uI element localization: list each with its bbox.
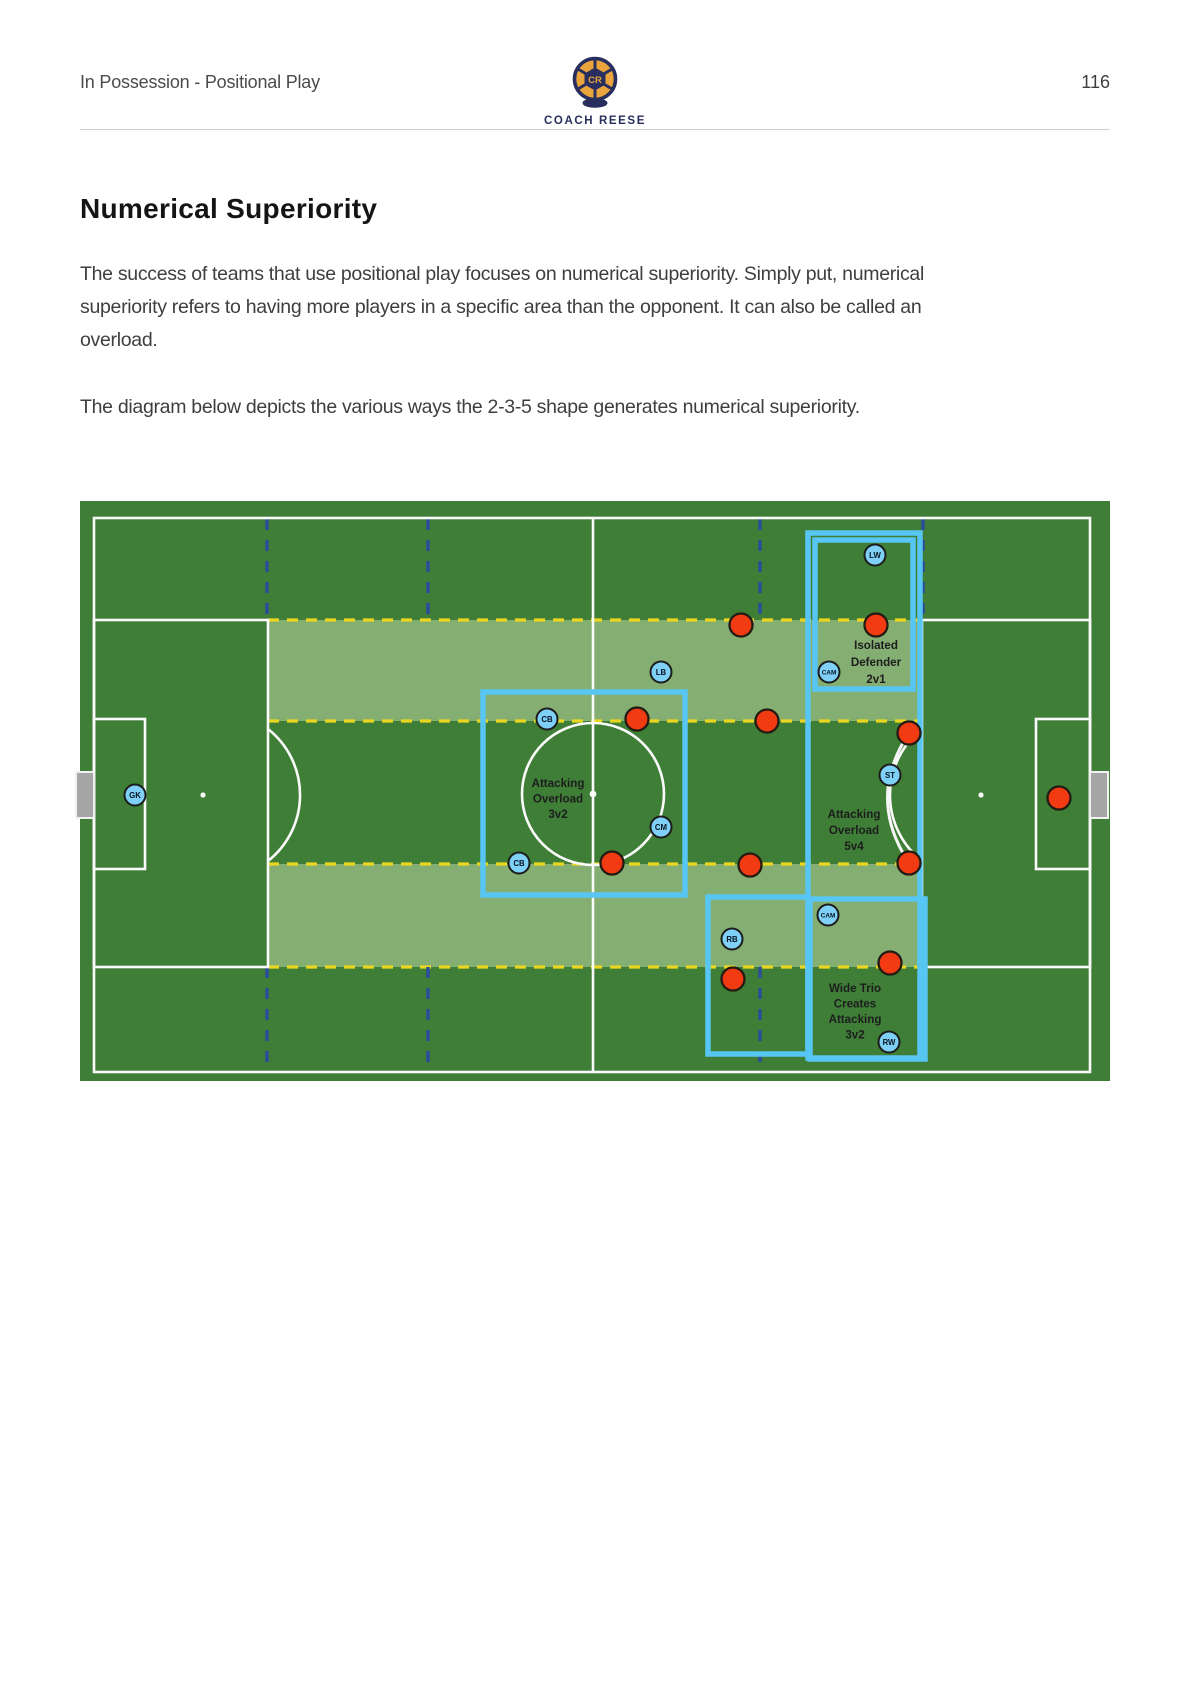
- player-chip-cb: [537, 709, 558, 730]
- player-chip-label: GK: [129, 790, 141, 800]
- player-chip-label: RW: [882, 1037, 896, 1047]
- player-chip-lw: [865, 545, 886, 566]
- article-heading: Numerical Superiority: [80, 193, 378, 224]
- left-goal: [76, 772, 94, 818]
- opponent-ball: [730, 614, 753, 637]
- paragraph-2: The diagram below depicts the various ways the 2-3-5 shape generates numerical superiority.: [80, 396, 860, 418]
- opponent-ball: [626, 708, 649, 731]
- player-chip-label: ST: [885, 770, 895, 780]
- opponent-ball: [898, 722, 921, 745]
- opponent-ball: [1048, 787, 1071, 810]
- pitch-grass: [80, 501, 1110, 1081]
- player-chip-rb: [722, 929, 743, 950]
- player-chip-gk: [125, 785, 146, 806]
- logo-monogram: CR: [588, 74, 602, 86]
- player-chip-label: CB: [513, 858, 525, 868]
- player-chip-cam: [819, 662, 840, 683]
- player-chip-label: CAM: [820, 912, 836, 920]
- player-chip-cm: [651, 817, 672, 838]
- opponent-ball: [898, 852, 921, 875]
- player-chip-st: [880, 765, 901, 786]
- zone-label-attacking-overload-5v4: Attacking Overload 5v4: [827, 808, 881, 853]
- player-chip-label: CB: [541, 714, 553, 724]
- opponent-ball: [601, 852, 624, 875]
- opponent-ball: [739, 854, 762, 877]
- paragraph-1: The success of teams that use positional play focuses on numerical superiority. Simply put, numerical superiority refers to having more players in a specific area than the opponent. It can also be called an overload.: [80, 263, 924, 351]
- player-chip-label: LB: [655, 667, 667, 677]
- opponent-ball: [722, 968, 745, 991]
- coach-reese-logo: [540, 54, 650, 127]
- player-chip-lb: [651, 662, 672, 683]
- zone-label-attacking-overload-3v2: Attacking Overload 3v2: [531, 777, 585, 821]
- opponent-ball: [865, 614, 888, 637]
- player-chip-label: RB: [726, 934, 738, 944]
- zone-label-isolated-defender-2v1: Isolated Defender 2v1: [850, 639, 902, 686]
- opponent-ball: [756, 710, 779, 733]
- page-header: [80, 0, 1110, 130]
- player-chip-rw: [879, 1032, 900, 1053]
- opponent-ball: [879, 952, 902, 975]
- player-chip-label: CAM: [821, 669, 837, 677]
- tactics-pitch-diagram: [80, 501, 1110, 1081]
- right-goal: [1090, 772, 1108, 818]
- section-title: In Possession - Positional Play: [80, 72, 320, 92]
- page-number: 116: [1081, 72, 1110, 92]
- article: [80, 192, 1110, 1081]
- player-chip-cam: [818, 905, 839, 926]
- player-chip-label: LW: [869, 550, 881, 560]
- zone-label-wide-trio-3v2: Wide Trio Creates Attacking 3v2: [828, 982, 882, 1042]
- player-chip-cb: [509, 853, 530, 874]
- soccer-pitch: [80, 501, 1110, 1081]
- player-chip-label: CM: [654, 822, 668, 832]
- soccer-ball-logo-icon: [540, 54, 650, 114]
- logo-brand-text: COACH REESE: [544, 115, 646, 127]
